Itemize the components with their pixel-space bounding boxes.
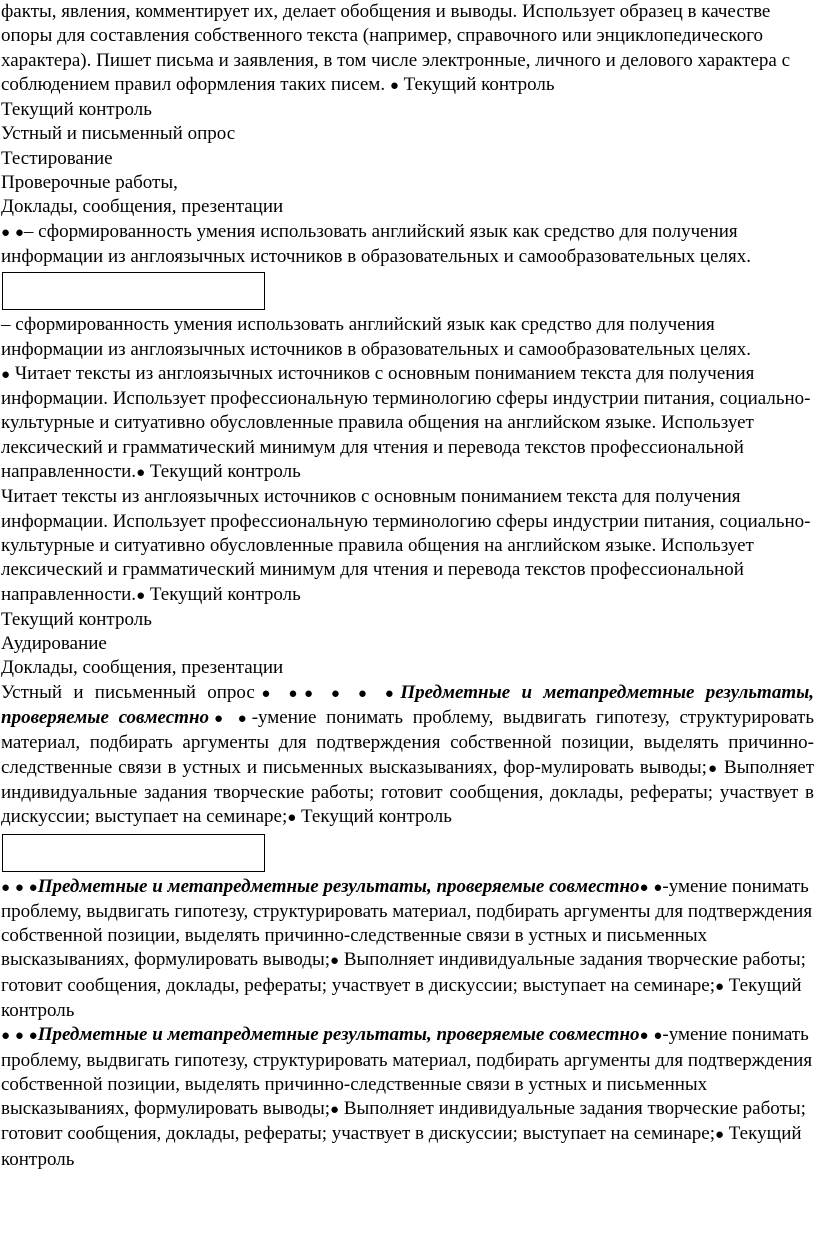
bullet-icon: ● [136,587,146,604]
results-heading: Предметные и метапредметные результаты, проверяемые совместно [37,1024,640,1046]
paragraph: Доклады, сообщения, презентации [1,196,284,218]
paragraph: Текущий контроль [1,99,152,121]
paragraph-lead [1,876,38,897]
bullet-icon: ● [330,1102,340,1119]
paragraph-body: ● ●-умение понимать проблему, выдвигать гипотезу, структурировать материал, подбирать аргументы для подтверждения собственной позиции, выделять причинно-следственные связи в устных и письменных высказываниях, формулировать выводы;● Выполняет индивидуальные задания творческие работы; готовит сообщения, доклады, рефераты; участвует в дискуссии; выступает на семинаре;● Текущий контроль [1,875,813,1021]
paragraph-body: ● ●-умение понимать проблему, выдвигать гипотезу, структурировать материал, подбирать аргументы для подтверждения собственной позиции, выделять причинно-следственные связи в устных и письменных высказываниях, формулировать выводы;● Выполняет индивидуальные задания творческие работы; готовит сообщения, доклады, рефераты; участвует в дискуссии; выступает на семинаре;● Текущий контроль [1,1024,813,1170]
bullet-icon: ● [389,77,399,94]
paragraph-results [0,1023,816,1172]
bullet-icon: ● [330,953,340,970]
bullet-icon: ● [209,711,228,728]
bullet-icon: ● [28,879,38,896]
paragraph-results [0,875,816,1024]
bullet-icon: ● [14,224,24,241]
bullet-icon: ● [639,879,649,896]
results-heading: Предметные и метапредметные результаты, проверяемые совместно [37,875,640,897]
paragraph: Аудирование [1,633,107,655]
bullet-icon: ● [28,1028,38,1045]
bullet-icon: ● [706,760,719,777]
paragraph-lead [1,1024,38,1045]
empty-frame [2,272,265,310]
paragraph: Проверочные работы, [1,172,178,194]
bullet-icon: ● [1,224,11,241]
bullet-icon: ● [653,879,663,896]
paragraph: ● ●– сформированность умения использовать английский язык как средство для получения информации из англоязычных источников в образовательных и самообразовательных целях. [1,220,751,267]
bullet-icon: ● [14,1028,24,1045]
bullet-icon: ● [714,1127,725,1144]
paragraph: – сформированность умения использовать английский язык как средство для получения информации из англоязычных источников в образовательных и самообразовательных целях. [1,314,751,360]
bullet-icon: ● [653,1028,663,1045]
bullet-icon: ● [237,711,252,728]
bullet-icon: ● [714,978,725,995]
paragraph: Читает тексты из англоязычных источников с основным пониманием текста для получения информации. Использует профессиональную терминологию сферы индустрии питания, социально-культурные и ситуативно обусловленные правила общения на английском языке. Использует лексический и грамматический минимум для чтения и перевода текстов профессиональной направленности.● Текущий контроль [1,486,811,605]
bullet-icon: ● [1,879,11,896]
paragraph: Тестирование [1,147,113,169]
bullet-icon: ● [357,685,374,702]
results-heading: Предметные и метапредметные результаты, проверяемые совместно [1,681,815,729]
bullet-icon: ● [639,1028,649,1045]
bullet-icon: ● [254,685,277,702]
paragraph: ● Читает тексты из англоязычных источников с основным пониманием текста для получения информации. Использует профессиональную терминологию сферы индустрии питания, социально-культурные и ситуативно обусловленные правила общения на английском языке. Использует лексический и грамматический минимум для чтения и перевода текстов профессиональной направленности.● Текущий контроль [1,362,811,483]
paragraph: Текущий контроль [1,608,152,630]
empty-frame [2,834,265,872]
bullet-icon: ● [384,685,401,702]
bullet-icon: ● [14,879,24,896]
bullet-icon: ● [303,685,320,702]
bullet-icon: ● [287,810,297,827]
paragraph-body: ● ●-умение понимать проблему, выдвигать гипотезу, структурировать материал, подбирать аргументы для подтверждения собственной позиции, выделять причинно-следственные связи в устных и письменных высказываниях, фор-мулировать выводы;● Выполняет индивидуальные задания творческие работы; готовит сообщения, доклады, рефераты; участвует в дискуссии; выступает на семинаре;● Текущий контроль [1,707,815,828]
bullet-icon: ● [330,685,347,702]
bullet-icon: ● [1,366,11,383]
bullet-icon: ● [136,465,146,482]
bullet-icon: ● [1,1028,11,1045]
paragraph: Устный и письменный опрос [1,123,236,145]
paragraph: Доклады, сообщения, презентации [1,657,284,679]
paragraph: факты, явления, комментирует их, делает обобщения и выводы. Использует образец в качестве опоры для составления собственного текста (например, справочного или энциклопедического характера). Пишет письма и заявления, в том числе электронные, личного и делового характера с соблюдением правил оформления таких писем. ● Текущий контроль [1,1,791,95]
paragraph-results [0,681,816,831]
bullet-icon: ● [288,685,304,702]
paragraph-lead: Устный и письменный опрос● ●● ● ● ● [1,681,401,703]
